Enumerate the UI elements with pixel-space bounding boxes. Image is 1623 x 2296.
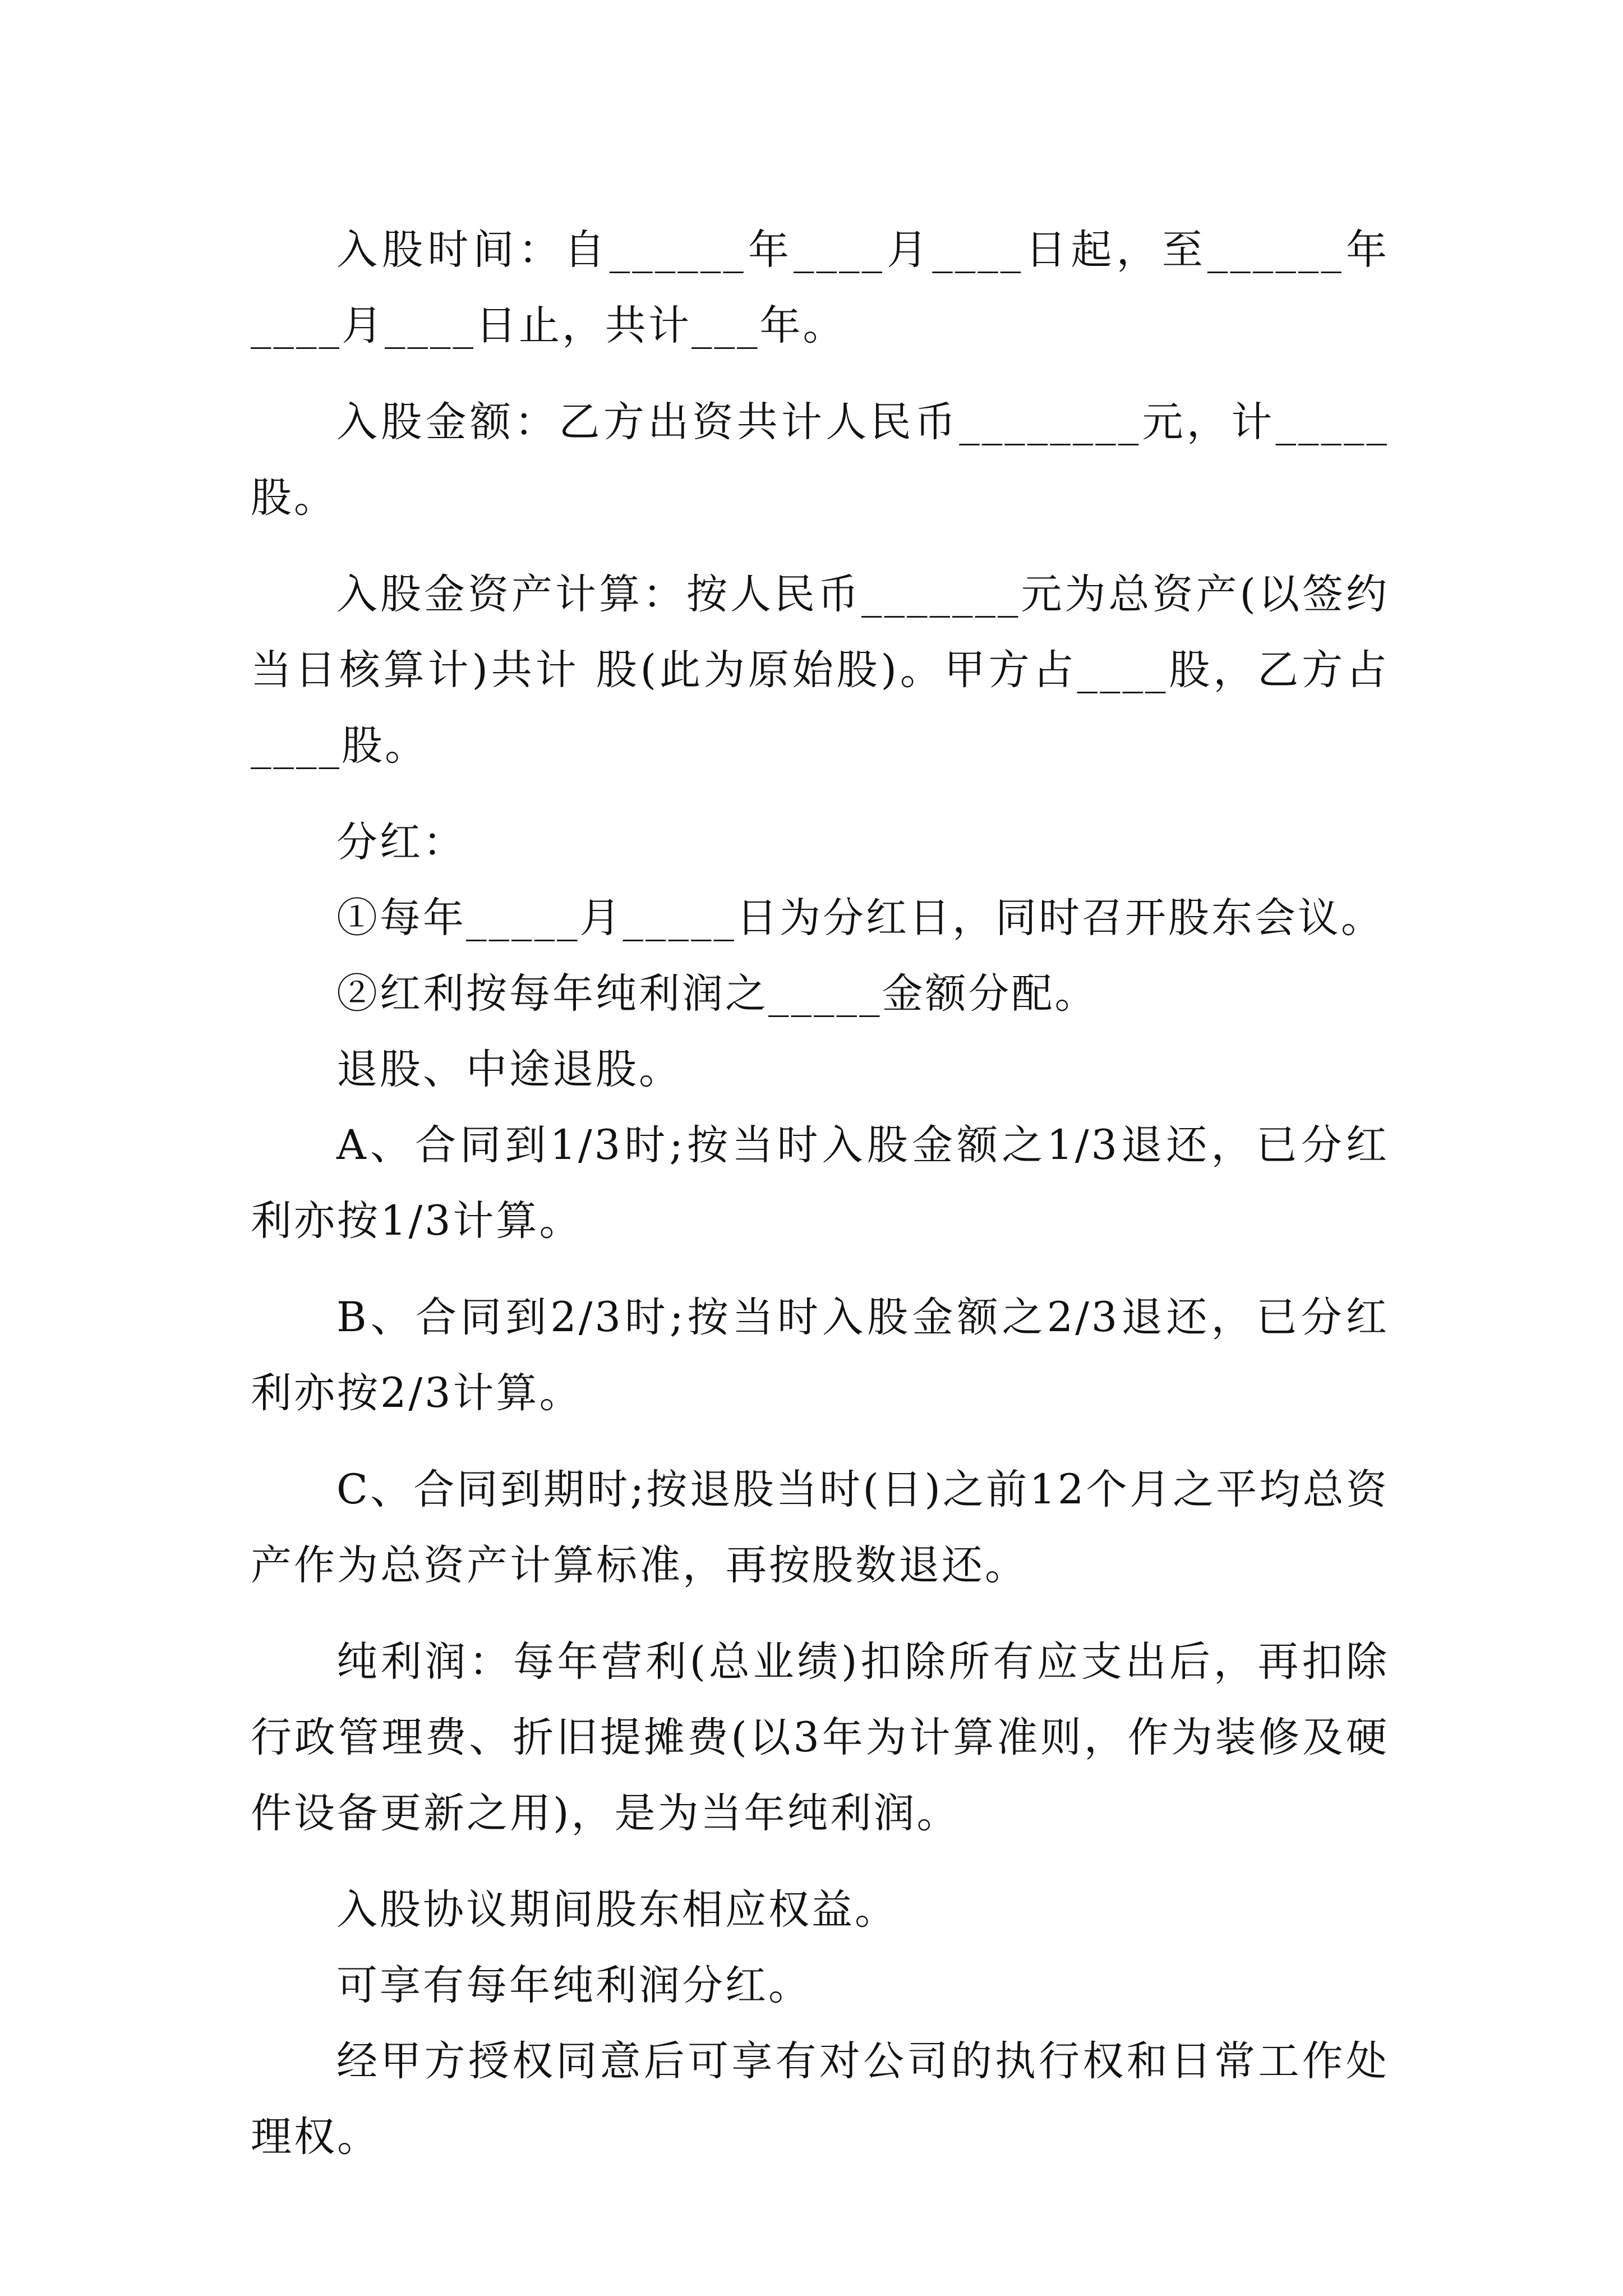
paragraph-investment-amount: 入股金额：乙方出资共计人民币________元，计_____股。 [251,398,1389,522]
paragraph-investment-period: 入股时间：自______年____月____日起，至______年____月____日止，共计___年。 [251,226,1389,349]
paragraph-dividend-date: ①每年_____月_____日为分红日，同时召开股东会议。 [336,894,1384,942]
paragraph-withdrawal-b: B、合同到2/3时;按当时入股金额之2/3退还，已分红利亦按2/3计算。 [251,1294,1389,1417]
paragraph-shareholder-rights: 入股协议期间股东相应权益。 [336,1886,898,1934]
paragraph-dividend-heading: 分红： [336,818,466,866]
paragraph-profit-dividend: 可享有每年纯利润分红。 [336,1962,811,2009]
paragraph-net-profit: 纯利润：每年营利(总业绩)扣除所有应支出后，再扣除行政管理费、折旧提摊费(以3年为计算准则，作为装修及硬件设备更新之用)，是为当年纯利润。 [251,1638,1389,1837]
document-body [251,212,1389,2196]
paragraph-executive-rights: 经甲方授权同意后可享有对公司的执行权和日常工作处理权。 [251,2037,1389,2161]
paragraph-asset-calculation: 入股金资产计算：按人民币_______元为总资产(以签约当日核算计)共计 股(此为原始股)。甲方占____股，乙方占____股。 [251,570,1389,770]
paragraph-withdrawal-heading: 退股、中途退股。 [336,1046,682,1093]
paragraph-withdrawal-c: C、合同到期时;按退股当时(日)之前12个月之平均总资产作为总资产计算标准，再按股数退还。 [251,1466,1389,1589]
paragraph-withdrawal-a: A、合同到1/3时;按当时入股金额之1/3退还，已分红利亦按1/3计算。 [251,1121,1389,1245]
paragraph-dividend-distribution: ②红利按每年纯利润之_____金额分配。 [336,970,1098,1018]
